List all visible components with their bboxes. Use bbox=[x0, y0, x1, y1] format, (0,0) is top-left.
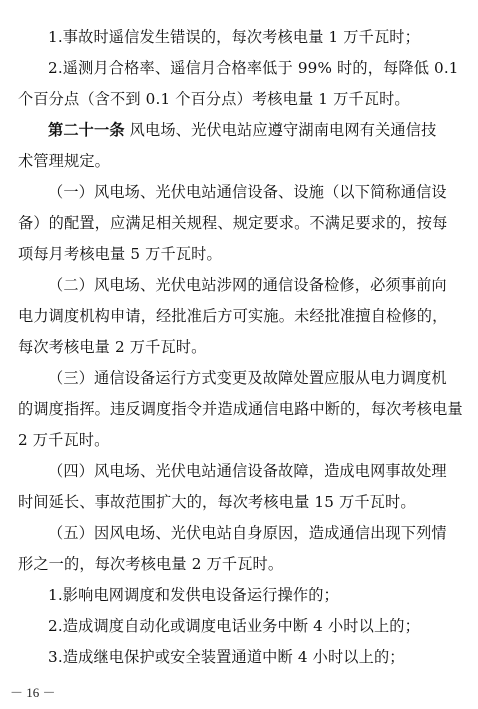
text-line: 备）的配置，应满足相关规程、规定要求。不满足要求的，按每 bbox=[18, 214, 448, 232]
text-line: （一）风电场、光伏电站通信设备、设施（以下简称通信设 bbox=[48, 183, 447, 201]
text-line: （五）因风电场、光伏电站自身原因，造成通信出现下列情 bbox=[48, 524, 447, 542]
text-line: 每次考核电量 2 万千瓦时。 bbox=[18, 338, 207, 356]
text-line: 形之一的，每次考核电量 2 万千瓦时。 bbox=[18, 555, 284, 573]
text-line: 个百分点（含不到 0.1 个百分点）考核电量 1 万千瓦时。 bbox=[18, 90, 410, 108]
text-line: 2.造成调度自动化或调度电话业务中断 4 小时以上的； bbox=[48, 617, 420, 635]
text-line: 时间延长、事故范围扩大的，每次考核电量 15 万千瓦时。 bbox=[18, 493, 416, 511]
page-number: － 16 － bbox=[10, 685, 56, 700]
text-line: 电力调度机构申请，经批准后方可实施。未经批准擅自检修的， bbox=[18, 307, 448, 325]
text-line: 项每月考核电量 5 万千瓦时。 bbox=[18, 245, 222, 263]
text-line: 2.遥测月合格率、遥信月合格率低于 99% 时的，每降低 0.1 bbox=[48, 59, 459, 77]
text-line: 3.造成继电保护或安全装置通道中断 4 小时以上的； bbox=[48, 648, 405, 666]
article-text: 风电场、光伏电站应遵守湖南电网有关通信技 bbox=[124, 121, 437, 139]
article-number: 第二十一条 bbox=[48, 121, 125, 139]
text-line: 1.影响电网调度和发供电设备运行操作的； bbox=[48, 586, 339, 604]
text-line: 的调度指挥。违反调度指令并造成通信电路中断的，每次考核电量 bbox=[18, 400, 463, 418]
text-line: （四）风电场、光伏电站通信设备故障，造成电网事故处理 bbox=[48, 462, 447, 480]
text-line: 2 万千瓦时。 bbox=[18, 431, 110, 449]
text-line: 1.事故时遥信发生错误的，每次考核电量 1 万千瓦时； bbox=[48, 28, 420, 46]
text-line: （二）风电场、光伏电站涉网的通信设备检修，必须事前向 bbox=[48, 276, 447, 294]
article-heading-line bbox=[48, 119, 478, 141]
text-line: （三）通信设备运行方式变更及故障处置应服从电力调度机 bbox=[48, 369, 447, 387]
text-line: 术管理规定。 bbox=[18, 152, 111, 170]
